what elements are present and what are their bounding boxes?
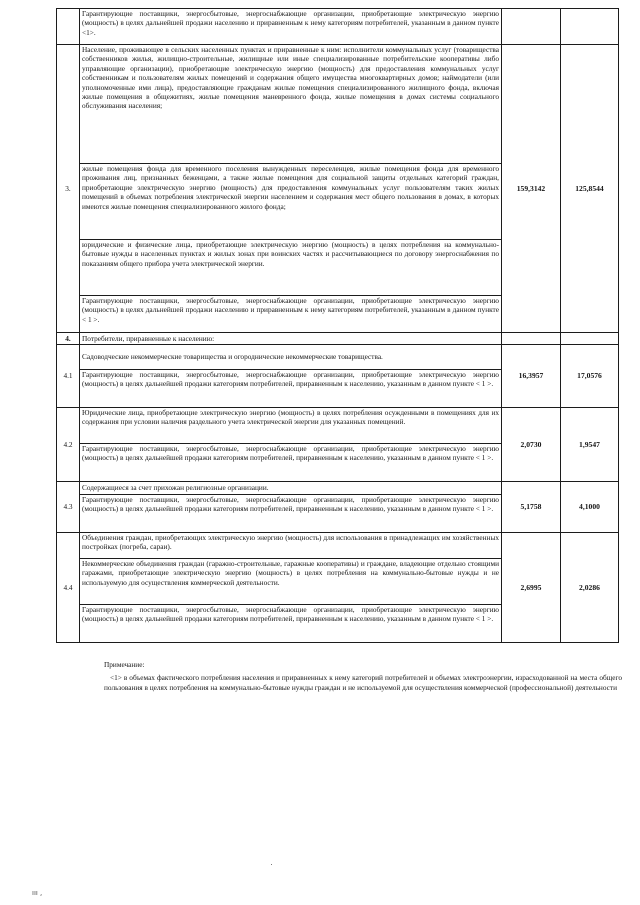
- tariff-table: [56, 8, 619, 643]
- row-number-cell: 4.3: [57, 482, 80, 533]
- row-number-cell: 3.: [57, 45, 80, 333]
- tariff-value-1: 2,0730: [502, 408, 561, 482]
- tariff-value-1: 16,3957: [502, 345, 561, 408]
- tariff-value-2: 2,0286: [561, 533, 619, 643]
- category-cell: Объединения граждан, приобретающих электрическую энергию (мощность) для использования в принадлежащих им хозяйственных постройках (погреба, сараи).: [80, 533, 502, 559]
- row-number-cell: 4.4: [57, 533, 80, 643]
- category-cell: Гарантирующие поставщики, энергосбытовые, энергоснабжающие организации, приобретающие электрическую энергию (мощность) в целях дальнейшей продажи населению и приравненным к нему категориям потребителей, указанным в данном пункте <1>.: [80, 9, 502, 45]
- table-row: [57, 408, 619, 444]
- row-number-cell: 4.2: [57, 408, 80, 482]
- category-cell: Гарантирующие поставщики, энергосбытовые, энергоснабжающие организации, приобретающие электрическую энергию (мощность) в целях дальнейшей продажи населению и приравненным к нему категориям потребителей, указанным в данном пункте < 1 >.: [80, 296, 502, 333]
- tariff-value-1: 2,6995: [502, 533, 561, 643]
- tariff-value-2: 4,1000: [561, 482, 619, 533]
- tariff-value-2: 125,8544: [561, 45, 619, 333]
- value-cell: [502, 333, 561, 345]
- footnote-body: <1> в объемах фактического потребления населения и приравненных к нему категорий потребителей и объемах электроэнергии, израсходованной на места общего пользования в целях потребления на коммунально-бытовые нужды граждан и не используемой для осуществления коммерческой (профессиональной) деятельности: [104, 673, 622, 692]
- category-cell: Гарантирующие поставщики, энергосбытовые, энергоснабжающие организации, приобретающие электрическую энергию (мощность) в целях дальнейшей продажи категориям потребителей, приравненным к населению, указанным в данном пункте < 1 >.: [80, 605, 502, 643]
- category-cell: Гарантирующие поставщики, энергосбытовые, энергоснабжающие организации, приобретающие электрическую энергию (мощность) в целях дальнейшей продажи категориям потребителей, приравненным к населению, указанным в данном пункте < 1 >.: [80, 444, 502, 482]
- category-cell: Юридические лица, приобретающие электрическую энергию (мощность) в целях потребления осужденными в помещениях для их содержания при условии наличия раздельного учета электрической энергии для указанных помещений.: [80, 408, 502, 444]
- tariff-value-1: 5,1758: [502, 482, 561, 533]
- row-number-cell: [57, 9, 80, 45]
- footnote-title: Примечание:: [104, 660, 145, 669]
- table-row: [57, 45, 619, 164]
- tariff-value-1: 159,3142: [502, 45, 561, 333]
- category-cell: Садоводческие некоммерческие товарищества и огороднические некоммерческие товарищества.: [80, 345, 502, 370]
- page-mark: ııı ,: [32, 889, 43, 897]
- table-row: [57, 333, 619, 345]
- value-cell: [561, 9, 619, 45]
- category-cell: Гарантирующие поставщики, энергосбытовые, энергоснабжающие организации, приобретающие электрическую энергию (мощность) в целях дальнейшей продажи категориям потребителей, приравненным к населению, указанным в данном пункте < 1 >.: [80, 370, 502, 408]
- table-row: [57, 9, 619, 45]
- category-cell: Некоммерческие объединения граждан (гаражно-строительные, гаражные кооперативы) и граждане, владеющие отдельно стоящими гаражами, приобретающие электрическую энергию (мощность) в целях потребления на коммунально-бытовые нужды и не используемую для осуществления коммерческой деятельности.: [80, 559, 502, 605]
- category-cell: жилые помещения фонда для временного поселения вынужденных переселенцев, жилые помещения фонда для временного проживания лиц, признанных беженцами, а также жилые помещения для социальной защиты отдельных категорий граждан, приобретающие электрическую энергию (мощность) для предоставления коммунальных услуг пользователям таких жилых помещений в объемах потребления электрической энергии населением и содержания мест общего пользования в домах, в которых имеются жилые помещения специализированного жилого фонда;: [80, 164, 502, 240]
- table-row: [57, 345, 619, 370]
- tariff-value-2: 1,9547: [561, 408, 619, 482]
- scan-speck: [271, 864, 272, 865]
- tariff-value-2: 17,0576: [561, 345, 619, 408]
- footnote: [74, 660, 622, 692]
- table-row: [57, 533, 619, 559]
- row-number-cell: 4.: [57, 333, 80, 345]
- category-cell: Население, проживающее в сельских населенных пунктах и приравненные к ним: исполнители коммунальных услуг (товарищества собственников жилья, жилищно-строительные, жилищные или иные специализированные потребительские кооперативы либо управляющие организации), приобретающие электрическую энергию (мощность) для предоставления коммунальных услуг собственникам и пользователям жилых помещений и содержания общего имущества многоквартирных домов; наймодатели (или уполномоченные ими лица), предоставляющие гражданам жилые помещения специализированного жилищного фонда, включая жилые помещения в общежитиях, жилые помещения маневренного фонда, жилые помещения в домах системы социального обслуживания населения;: [80, 45, 502, 164]
- section-title: Потребители, приравненные к населению:: [80, 333, 502, 345]
- value-cell: [502, 9, 561, 45]
- row-number-cell: 4.1: [57, 345, 80, 408]
- category-cell: юридические и физические лица, приобретающие электрическую энергию (мощность) в целях потребления на коммунально-бытовые нужды в населенных пунктах и жилых зонах при воинских частях и рассчитывающиеся по договору энергоснабжения по показаниям общего прибора учета электрической энергии.: [80, 240, 502, 296]
- table-row: [57, 482, 619, 495]
- category-cell: Содержащиеся за счет прихожан религиозные организации.: [80, 482, 502, 495]
- value-cell: [561, 333, 619, 345]
- category-cell: Гарантирующие поставщики, энергосбытовые, энергоснабжающие организации, приобретающие электрическую энергию (мощность) в целях дальнейшей продажи категориям потребителей, приравненным к населению, указанным в данном пункте < 1 >.: [80, 495, 502, 533]
